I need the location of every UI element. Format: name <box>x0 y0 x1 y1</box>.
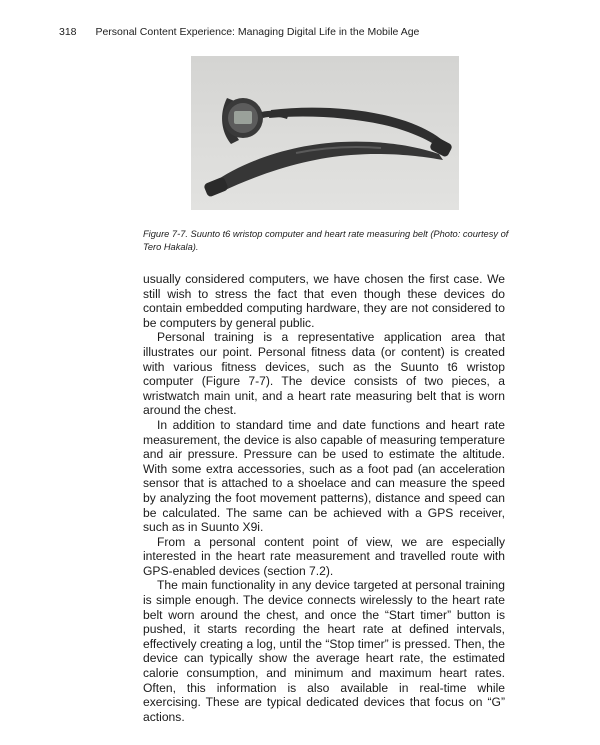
paragraph: The main functionality in any device targeted at personal training is simple enough. The device connects wirelessly to the heart rate belt worn around the chest, and once the “Start timer” button is pushed, it starts recording the heart rate at defined intervals, effectively creating a log, until the “Stop timer” is pressed. Then, the device can typically show the average heart rate, the estimated calorie consumption, and minimum and maximum heart rates. Often, this information is also available in real-time while exercising. These are typical dedicated devices that focus on “G” actions. <box>143 578 505 724</box>
watch-strap-right <box>261 111 289 119</box>
running-title: Personal Content Experience: Managing Digital Life in the Mobile Age <box>95 26 420 38</box>
paragraph: usually considered computers, we have chosen the first case. We still wish to stress the fact that even though these devices do contain embedded computing hardware, they are not considered to be computers by general public. <box>143 272 505 330</box>
watch-display <box>234 111 252 124</box>
body-text <box>143 272 505 724</box>
figure-photo <box>191 56 459 210</box>
figure-caption: Figure 7-7. Suunto t6 wristop computer and heart rate measuring belt (Photo: courtesy of Tero Hakala). <box>143 229 509 252</box>
paragraph: Personal training is a representative application area that illustrates our point. Personal fitness data (or content) is created with various fitness devices, such as the Suunto t6 wristop computer (Figure 7-7). The device consists of two pieces, a wristwatch main unit, and a heart rate measuring belt that is worn around the chest. <box>143 330 505 418</box>
running-header <box>59 26 419 38</box>
watch-and-belt-illustration <box>191 56 459 210</box>
paragraph: In addition to standard time and date functions and heart rate measurement, the device is also capable of measuring temperature and air pressure. Pressure can be used to estimate the altitude. With some extra accessories, such as a foot pad (an acceleration sensor that is attached to a shoelace and can measure the speed by analyzing the foot movement patterns), distance and speed can be calculated. The same can be achieved with a GPS receiver, such as in Suunto X9i. <box>143 417 505 535</box>
page-number: 318 <box>59 26 77 38</box>
paragraph: From a personal content point of view, we are especially interested in the heart rate measurement and travelled route with GPS-enabled devices (section 7.2). <box>143 534 505 578</box>
